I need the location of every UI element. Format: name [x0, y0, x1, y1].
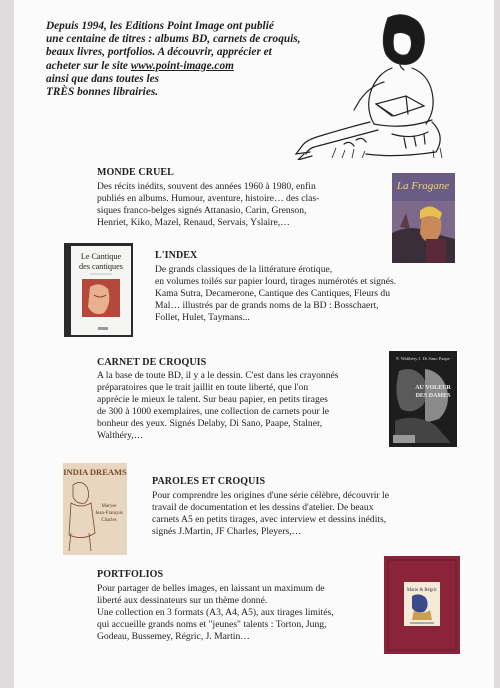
body-line: publiés en albums. Humour, aventure, histoire… des clas- [97, 192, 320, 204]
section-title-index: L'INDEX [155, 250, 198, 261]
section-title-carnet-de-croquis: CARNET DE CROQUIS [97, 357, 207, 368]
cover-paroles-logo: INDIA DREAMS [63, 467, 127, 477]
body-line: signés J.Martin, JF Charles, Pleyers,… [152, 525, 302, 537]
intro-line: Depuis 1994, les Editions Point Image ont publié [46, 20, 274, 32]
cover-cantique-line2: des cantiques [79, 262, 123, 271]
body-line: Walthéry,… [97, 429, 144, 441]
intro-line: ainsi que dans toutes les [46, 72, 159, 85]
cover-cantique-line1: Le Cantique [80, 252, 122, 261]
body-line: liberté aux dessinateurs sur un thème donné. [97, 594, 268, 606]
cover-croquis-authors: F. Walthéry J. Di Sano Paape [396, 356, 450, 361]
cover-au-voleur-des-dames[interactable] [389, 351, 457, 447]
section-title-paroles-et-croquis: PAROLES ET CROQUIS [152, 476, 266, 487]
cover-portfolio[interactable] [384, 556, 460, 654]
body-line: en volumes toilés sur papier lourd, tirages numérotés et signés. [155, 275, 397, 287]
body-line: Mal… illustrés par de grands noms de la BD : Bosschaert, [155, 299, 379, 311]
section-body-portfolios [97, 583, 371, 643]
cover-paroles-author3: Charles [101, 518, 117, 523]
cover-croquis-title1: AU VOLEUR [415, 385, 451, 391]
cover-cantique-des-cantiques[interactable] [64, 243, 133, 337]
body-line: Follet, Hulet, Taymans... [155, 311, 250, 323]
body-line: siques franco-belges signés Attanasio, Carin, Grenson, [97, 204, 307, 216]
section-title-monde-cruel: MONDE CRUEL [97, 167, 174, 178]
body-line: Des récits inédits, souvent des années 1960 à 1980, enfin [97, 181, 316, 192]
website-link[interactable]: www.point-image.com [130, 59, 234, 72]
section-title-portfolios: PORTFOLIOS [97, 569, 164, 580]
body-line: Kama Sutra, Decamerone, Cantique des Cantiques, Fleurs du [155, 287, 390, 299]
body-line: Godeau, Bussemey, Régric, J. Martin… [97, 630, 250, 642]
body-line: de 300 à 1000 exemplaires, une collection de carnets pour le [97, 405, 330, 417]
body-line: A la base de toute BD, il y a le dessin. C'est dans les crayonnés [97, 370, 339, 381]
section-body-monde-cruel [97, 181, 373, 229]
section-body-paroles-et-croquis [152, 490, 434, 538]
intro-line: une centaine de titres : albums BD, carnets de croquis, [46, 33, 301, 46]
cover-la-fragane-title: La Fragane [396, 180, 450, 192]
body-line: préparatoires que le trait jaillit en toute liberté, que l'on [97, 381, 309, 393]
body-line: Pour comprendre les origines d'une série célèbre, découvrir le [152, 490, 389, 501]
body-line: bonheur des yeux. Signés Delaby, Di Sano, Paape, Stalner, [97, 417, 323, 429]
intro-line: beaux livres, portfolios. A découvrir, apprécier et [46, 46, 272, 59]
intro-site-prefix: acheter sur le site [46, 59, 131, 72]
body-line: Pour partager de belles images, en laissant un maximum de [97, 583, 325, 594]
body-line: apprécie le mieux le talent. Sur beau papier, en petits tirages [97, 393, 328, 405]
intro-line: TRÈS bonnes librairies. [46, 86, 159, 99]
section-body-index [155, 264, 433, 324]
body-line: Une collection en 3 formats (A3, A4, A5), aux tirages limités, [97, 606, 334, 618]
body-line: travail de documentation et les dessins d'atelier. De beaux [152, 501, 374, 513]
cover-paroles-author2: Jean-François [95, 511, 123, 516]
body-line: carnets A5 en petits tirages, avec interview et dessins inédits, [152, 513, 387, 525]
body-line: qui accueille grands noms et "jeunes" talents : Torton, Jung, [97, 618, 327, 630]
reading-girl-illustration [292, 12, 452, 160]
cover-croquis-title2: DES DAMES [415, 393, 451, 399]
cover-portfolio-title: Marie & Régric [406, 588, 438, 593]
cover-la-fragane[interactable] [392, 173, 455, 263]
cover-paroles-author1: Maryse [101, 504, 117, 509]
body-line: De grands classiques de la littérature érotique, [155, 264, 333, 275]
cover-india-dreams[interactable] [63, 463, 127, 555]
section-body-carnet-de-croquis [97, 370, 371, 441]
body-line: Henriet, Kiko, Mazel, Renaud, Servais, Yslaire,… [97, 216, 290, 228]
